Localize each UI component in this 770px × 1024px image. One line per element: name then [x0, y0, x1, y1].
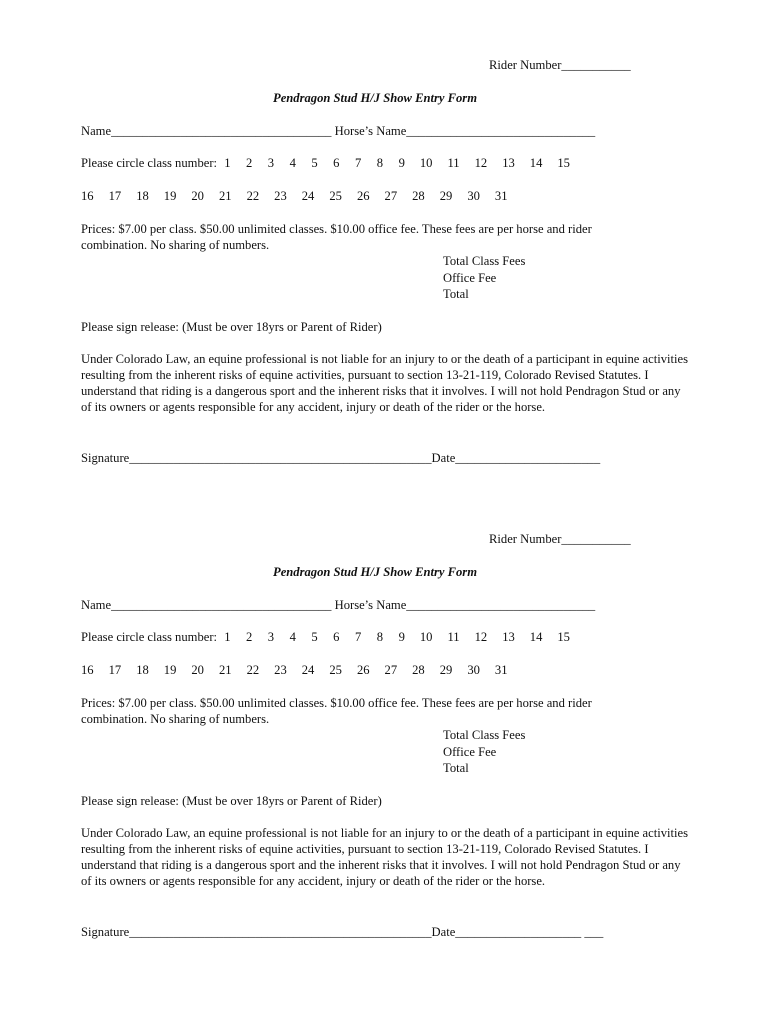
- class-number-15[interactable]: 15: [557, 156, 570, 170]
- class-number-7[interactable]: 7: [354, 156, 362, 170]
- class-number-1[interactable]: 1: [224, 156, 231, 170]
- class-number-11[interactable]: 11: [447, 156, 460, 170]
- class-number-5[interactable]: 5: [311, 630, 318, 644]
- prices-text: Prices: $7.00 per class. $50.00 unlimited classes. $10.00 office fee. These fees are per horse and rider combination. No sharing of numbers.: [81, 222, 592, 252]
- rider-number-field[interactable]: Rider Number___________: [489, 58, 631, 72]
- class-number-2[interactable]: 2: [245, 156, 253, 170]
- class-number-15[interactable]: 15: [557, 630, 570, 644]
- fees-list: [443, 727, 525, 777]
- class-number-23[interactable]: 23: [274, 663, 287, 677]
- class-number-8[interactable]: 8: [376, 156, 384, 170]
- class-number-1[interactable]: 1: [224, 630, 231, 644]
- class-number-2[interactable]: 2: [245, 630, 253, 644]
- class-number-21[interactable]: 21: [218, 189, 232, 203]
- class-number-5[interactable]: 5: [311, 156, 318, 170]
- class-number-21[interactable]: 21: [218, 663, 232, 677]
- name-and-horse-name-field[interactable]: Name___________________________________ Horse’s Name______________________________: [81, 124, 596, 138]
- class-number-4[interactable]: 4: [289, 156, 296, 170]
- class-number-6[interactable]: 6: [333, 156, 340, 170]
- class-number-8[interactable]: 8: [376, 630, 384, 644]
- office-fee-label: Office Fee: [443, 270, 497, 285]
- class-number-26[interactable]: 26: [356, 189, 370, 203]
- form-title: Pendragon Stud H/J Show Entry Form: [273, 565, 478, 579]
- total-class-fees-label: Total Class Fees: [443, 728, 526, 742]
- signature-date-field[interactable]: Signature________________________________________________Date_______________________: [81, 451, 601, 465]
- class-number-26[interactable]: 26: [356, 663, 370, 677]
- class-number-18[interactable]: 18: [136, 663, 149, 677]
- total-label: Total: [443, 761, 469, 775]
- legal-release-text: Under Colorado Law, an equine professional is not liable for an injury to or the death of a participant in equine activities resulting from the inherent risks of equine activities, pursuant to section 13-21-119, Colorado Revised Statutes. I understand that riding is a dangerous sport and the inherent risks that it involves. I will not hold Pendragon Stud or any of its owners or agents responsible for any accident, injury or death of the rider or the horse.: [81, 352, 688, 414]
- class-number-11[interactable]: 11: [447, 630, 460, 644]
- total-label: Total: [443, 287, 469, 301]
- class-number-28[interactable]: 28: [412, 189, 425, 203]
- class-number-13[interactable]: 13: [502, 630, 515, 644]
- class-numbers-1: [220, 155, 570, 171]
- class-number-31[interactable]: 31: [494, 189, 508, 203]
- class-number-17[interactable]: 17: [108, 189, 122, 203]
- class-number-9[interactable]: 9: [398, 630, 405, 644]
- class-number-3[interactable]: 3: [267, 156, 275, 170]
- class-number-7[interactable]: 7: [354, 630, 362, 644]
- class-number-19[interactable]: 19: [163, 189, 177, 203]
- fees-list: [443, 253, 525, 303]
- class-label: Please circle class number:: [81, 630, 218, 644]
- class-number-9[interactable]: 9: [398, 156, 405, 170]
- class-number-6[interactable]: 6: [333, 630, 340, 644]
- legal-release-text: Under Colorado Law, an equine professional is not liable for an injury to or the death of a participant in equine activities resulting from the inherent risks of equine activities, pursuant to section 13-21-119, Colorado Revised Statutes. I understand that riding is a dangerous sport and the inherent risks that it involves. I will not hold Pendragon Stud or any of its owners or agents responsible for any accident, injury or death of the rider or the horse.: [81, 826, 688, 888]
- class-number-30[interactable]: 30: [467, 663, 480, 677]
- sign-release-text: Please sign release: (Must be over 18yrs or Parent of Rider): [81, 794, 382, 808]
- class-number-10[interactable]: 10: [419, 156, 433, 170]
- class-number-25[interactable]: 25: [329, 663, 342, 677]
- class-number-14[interactable]: 14: [529, 156, 543, 170]
- sign-release-text: Please sign release: (Must be over 18yrs or Parent of Rider): [81, 320, 382, 334]
- class-number-29[interactable]: 29: [439, 663, 453, 677]
- class-number-13[interactable]: 13: [502, 156, 515, 170]
- class-number-12[interactable]: 12: [474, 630, 488, 644]
- class-number-14[interactable]: 14: [529, 630, 543, 644]
- class-label: Please circle class number:: [81, 156, 218, 170]
- class-number-29[interactable]: 29: [439, 189, 453, 203]
- class-number-18[interactable]: 18: [136, 189, 149, 203]
- class-number-20[interactable]: 20: [191, 189, 204, 203]
- class-number-23[interactable]: 23: [274, 189, 287, 203]
- class-number-row-1: [81, 155, 570, 171]
- class-numbers-2: [81, 188, 508, 204]
- class-number-20[interactable]: 20: [191, 663, 204, 677]
- class-number-24[interactable]: 24: [301, 189, 315, 203]
- signature-date-field[interactable]: Signature________________________________________________Date____________________ ___: [81, 925, 604, 939]
- class-number-row-2: [81, 662, 508, 678]
- class-number-22[interactable]: 22: [246, 663, 260, 677]
- class-numbers-2: [81, 662, 508, 678]
- total-class-fees-label: Total Class Fees: [443, 254, 526, 268]
- class-number-30[interactable]: 30: [467, 189, 480, 203]
- office-fee-label: Office Fee: [443, 744, 497, 759]
- class-number-17[interactable]: 17: [108, 663, 122, 677]
- class-number-27[interactable]: 27: [384, 663, 398, 677]
- class-number-16[interactable]: 16: [81, 663, 94, 677]
- class-number-31[interactable]: 31: [494, 663, 508, 677]
- class-number-27[interactable]: 27: [384, 189, 398, 203]
- class-number-19[interactable]: 19: [163, 663, 177, 677]
- class-number-row-1: [81, 629, 570, 645]
- rider-number-field[interactable]: Rider Number___________: [489, 532, 631, 546]
- class-number-25[interactable]: 25: [329, 189, 342, 203]
- class-number-10[interactable]: 10: [419, 630, 433, 644]
- class-number-16[interactable]: 16: [81, 189, 94, 203]
- class-number-4[interactable]: 4: [289, 630, 296, 644]
- class-number-3[interactable]: 3: [267, 630, 275, 644]
- class-number-12[interactable]: 12: [474, 156, 488, 170]
- form-title: Pendragon Stud H/J Show Entry Form: [273, 91, 478, 105]
- class-number-22[interactable]: 22: [246, 189, 260, 203]
- name-and-horse-name-field[interactable]: Name___________________________________ Horse’s Name______________________________: [81, 598, 596, 612]
- class-number-28[interactable]: 28: [412, 663, 425, 677]
- class-numbers-1: [220, 629, 570, 645]
- prices-text: Prices: $7.00 per class. $50.00 unlimited classes. $10.00 office fee. These fees are per horse and rider combination. No sharing of numbers.: [81, 696, 592, 726]
- class-number-24[interactable]: 24: [301, 663, 315, 677]
- class-number-row-2: [81, 188, 508, 204]
